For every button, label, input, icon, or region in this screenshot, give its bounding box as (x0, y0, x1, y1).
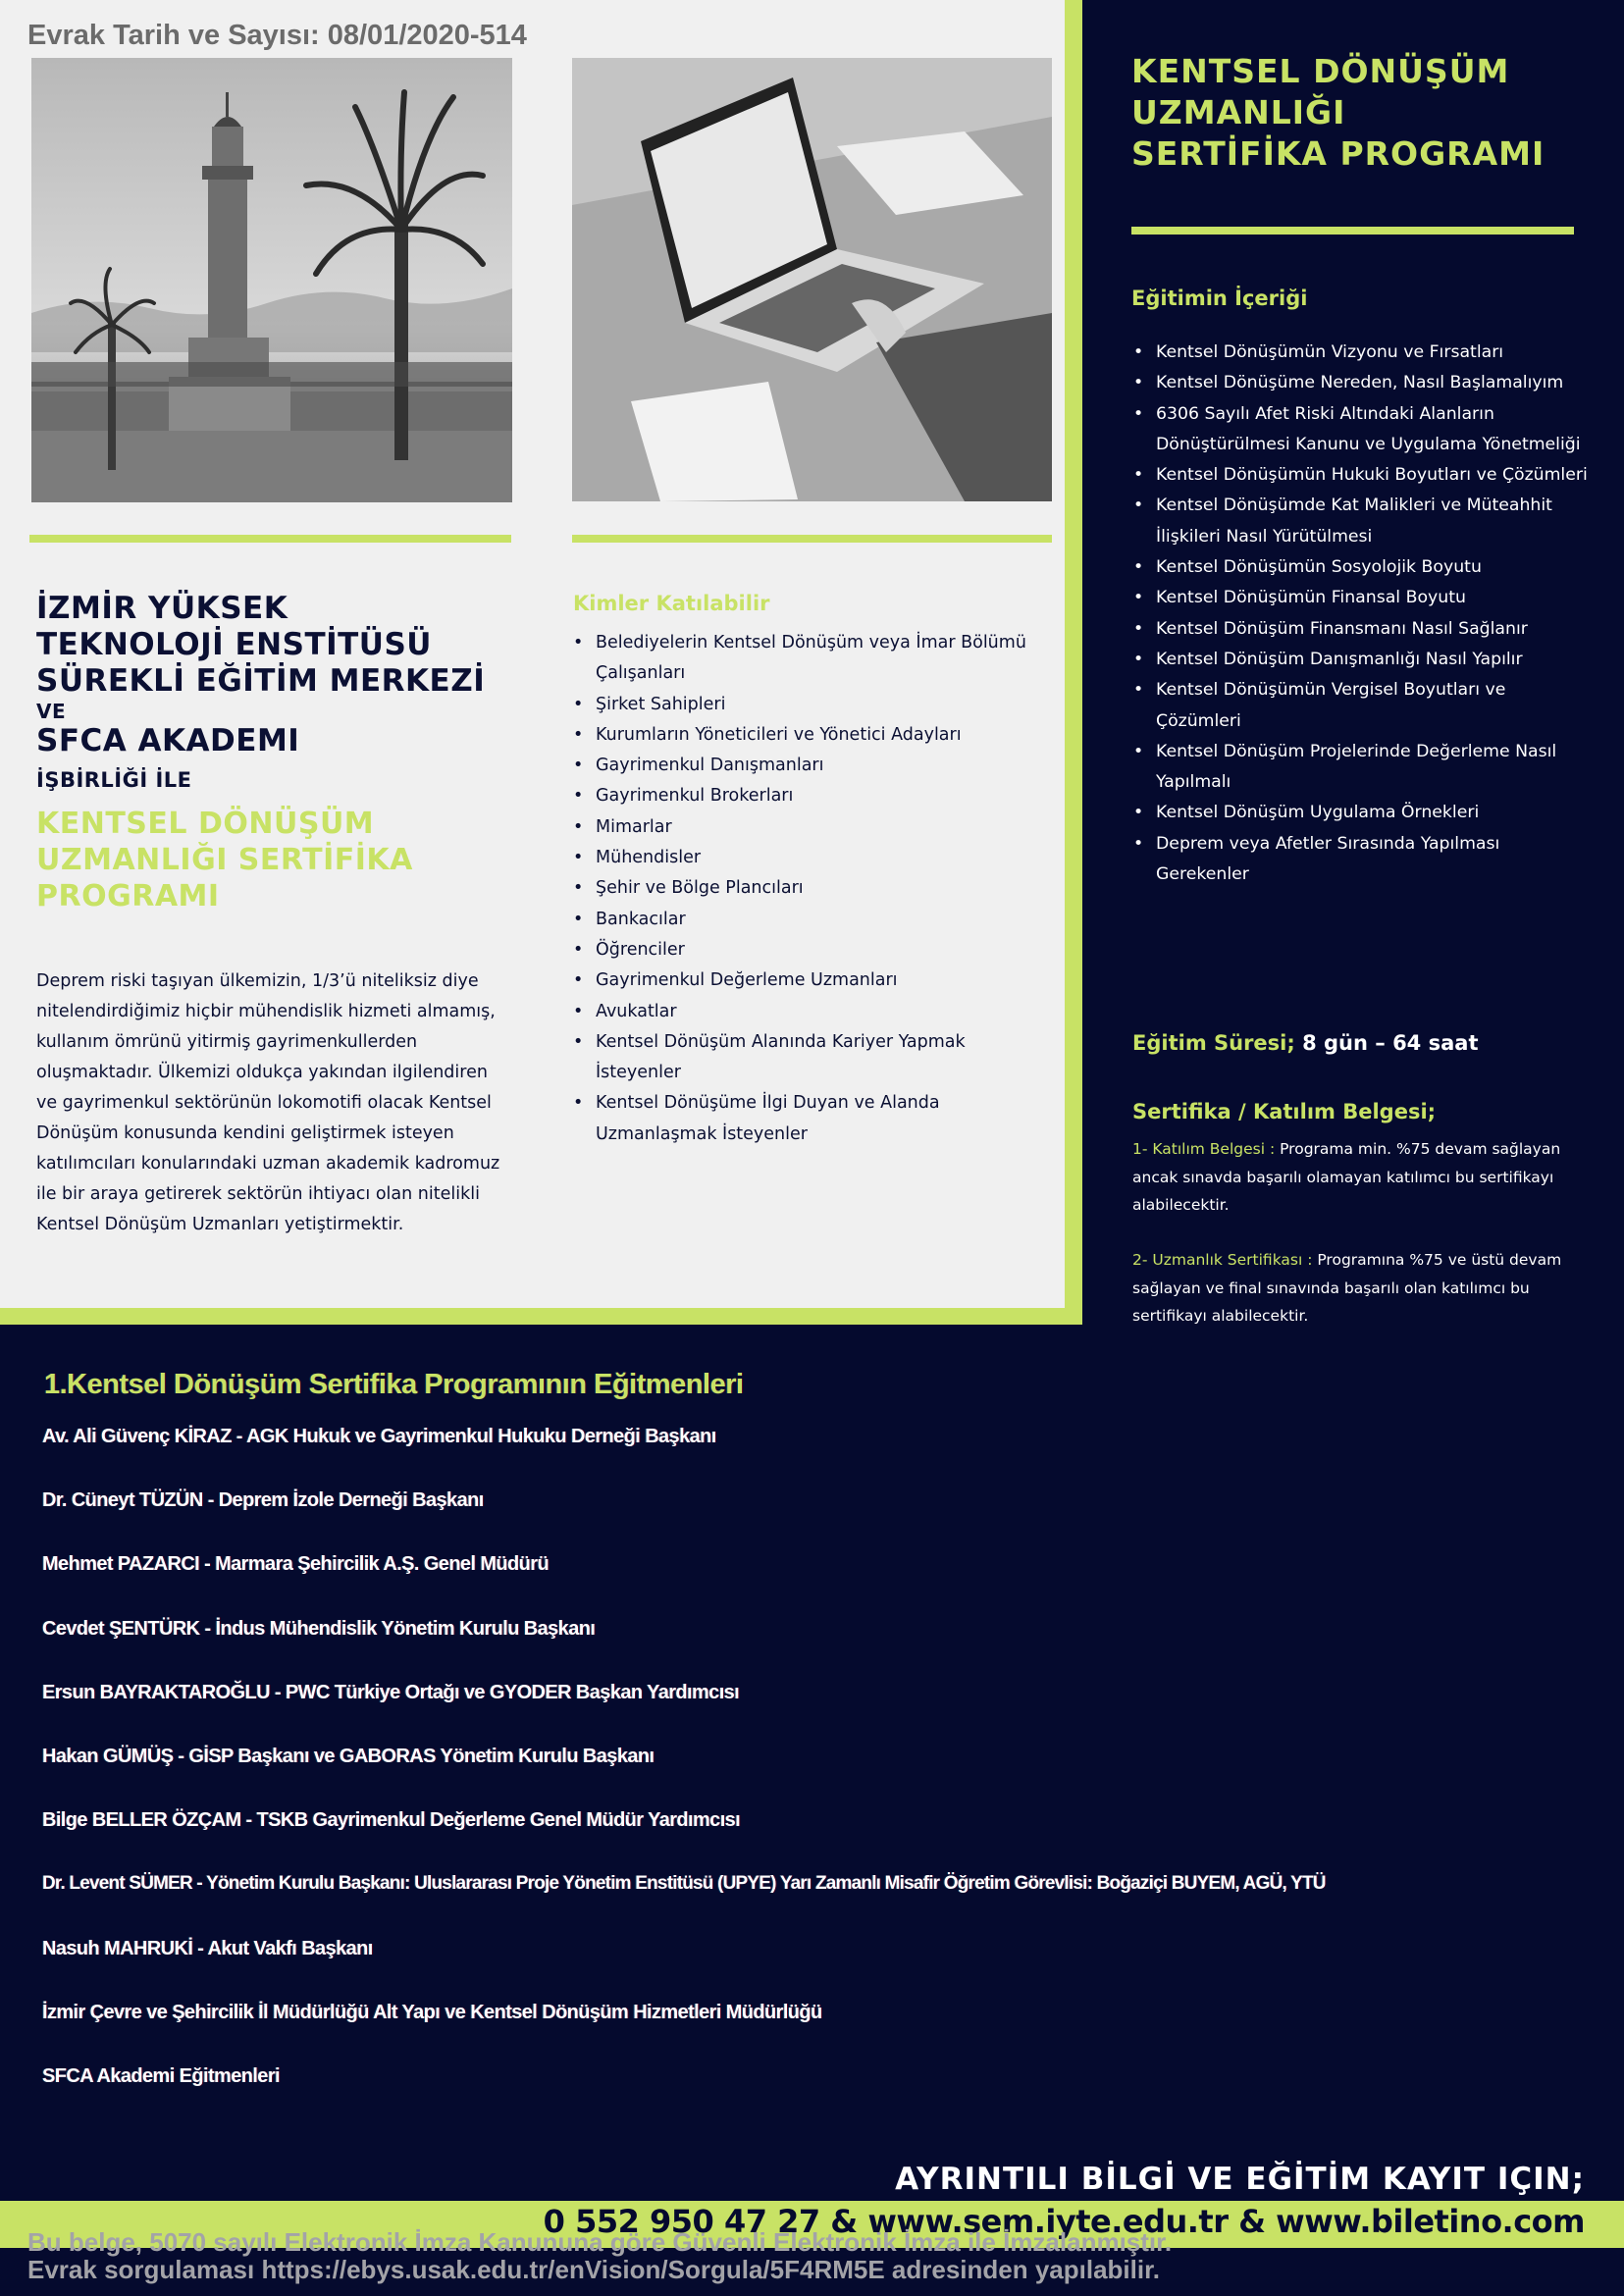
certificate-heading: Sertifika / Katılım Belgesi; (1132, 1100, 1437, 1123)
certificate-expertise (1132, 1246, 1594, 1331)
list-item: • 6306 Sayılı Afet Riski Altındaki Alanların Dönüştürülmesi Kanunu ve Uygulama Yönetmeliği (1133, 399, 1595, 461)
trainer-item: Ersun BAYRAKTAROĞLU - PWC Türkiye Ortağı ve GYODER Başkan Yardımcısı (42, 1681, 740, 1703)
divider-middle (572, 535, 1052, 543)
list-item: • Gayrimenkul Danışmanları (573, 751, 1054, 781)
list-item: • Öğrenciler (573, 935, 1054, 965)
program-title (36, 806, 547, 914)
contact-heading: AYRINTILI BİLGİ VE EĞİTİM KAYIT IÇIN; (895, 2162, 1585, 2197)
collaboration-label: İŞBİRLİĞİ İLE (36, 768, 192, 792)
curriculum-list (1133, 338, 1595, 890)
accent-border-bottom (0, 1308, 1082, 1325)
list-item: • Gayrimenkul Değerleme Uzmanları (573, 965, 1054, 996)
certificate-expertise-label: 2- Uzmanlık Sertifikası : (1132, 1251, 1318, 1269)
sidebar-title-line: SERTİFİKA PROGRAMI (1131, 134, 1545, 173)
document-verification-link[interactable]: Evrak sorgulaması https://ebys.usak.edu.tr/enVision/Sorgula/5F4RM5E adresinden yapılabilir. (27, 2255, 1161, 2284)
trainers-heading: 1.Kentsel Dönüşüm Sertifika Programının Eğitmenleri (44, 1369, 744, 1400)
list-item: • Belediyelerin Kentsel Dönüşüm veya İmar Bölümü Çalışanları (573, 628, 1054, 690)
clock-tower-photo (31, 58, 512, 502)
duration-value: 8 gün – 64 saat (1294, 1031, 1479, 1055)
list-item: • Bankacılar (573, 905, 1054, 935)
list-item: • Kentsel Dönüşüm Uygulama Örnekleri (1133, 798, 1595, 828)
organizer-block (36, 591, 547, 914)
program-title-line: UZMANLIĞI SERTİFİKA (36, 843, 413, 877)
laptop-workspace-photo (572, 58, 1052, 501)
trainer-item: Av. Ali Güvenç KİRAZ - AGK Hukuk ve Gayrimenkul Hukuku Derneği Başkanı (42, 1426, 716, 1447)
list-item: • Gayrimenkul Brokerları (573, 781, 1054, 811)
list-item: • Kentsel Dönüşümün Hukuki Boyutları ve Çözümleri (1133, 460, 1595, 491)
list-item: • Kentsel Dönüşümün Vizyonu ve Fırsatları (1133, 338, 1595, 368)
intro-paragraph: Deprem riski taşıyan ülkemizin, 1/3’ü niteliksiz diye nitelendirdiğimiz hiçbir mühendislik hizmeti almamış, kullanım ömrünü yitirmiş gayrimenkullerden oluşmaktadır. Ülkemizi oldukça yakından ilgilendiren ve gayrimenkul sektörünün lokomotifi olacak Kentsel Dönüşüm konusunda kendini geliştirmek isteyen katılımcıları konularındaki uzman akademik kadromuz ile bir araya getirerek sektörün ihtiyacı olan nitelikli Kentsel Dönüşüm Uzmanları yetiştirmektir. (36, 971, 500, 1234)
list-item: • Kentsel Dönüşüme Nereden, Nasıl Başlamalıyım (1133, 368, 1595, 398)
list-item: • Deprem veya Afetler Sırasında Yapılması Gerekenler (1133, 829, 1595, 891)
sidebar-title-line: UZMANLIĞI (1131, 93, 1346, 131)
list-item: • Şirket Sahipleri (573, 690, 1054, 720)
duration-line (1132, 1031, 1478, 1055)
divider-right (1131, 227, 1574, 235)
list-item: • Kurumların Yöneticileri ve Yönetici Adayları (573, 720, 1054, 751)
trainer-item: SFCA Akademi Eğitmenleri (42, 2064, 280, 2087)
list-item: • Kentsel Dönüşümün Vergisel Boyutları ve Çözümleri (1133, 675, 1595, 737)
list-item: • Mimarlar (573, 812, 1054, 843)
list-item: • Kentsel Dönüşüme İlgi Duyan ve Alanda Uzmanlaşmak İsteyenler (573, 1088, 1054, 1150)
divider-left (29, 535, 511, 543)
accent-border-right (1065, 0, 1082, 1325)
trainer-item: Hakan GÜMÜŞ - GİSP Başkanı ve GABORAS Yönetim Kurulu Başkanı (42, 1745, 655, 1767)
trainers-list (42, 1426, 1612, 2129)
trainer-item: Nasuh MAHRUKİ - Akut Vakfı Başkanı (42, 1937, 373, 1959)
document-reference-header: Evrak Tarih ve Sayısı: 08/01/2020-514 (27, 20, 527, 51)
sidebar-title-line: KENTSEL DÖNÜŞÜM (1131, 52, 1510, 90)
org-name-line: TEKNOLOJİ ENSTİTÜSÜ (36, 627, 432, 662)
trainer-item: Cevdet ŞENTÜRK - İndus Mühendislik Yönetim Kurulu Başkanı (42, 1617, 596, 1640)
org-conjunction: VE (36, 700, 67, 723)
trainer-item: Dr. Cüneyt TÜZÜN - Deprem İzole Derneği Başkanı (42, 1489, 484, 1512)
trainer-item: Dr. Levent SÜMER - Yönetim Kurulu Başkanı: Uluslararası Proje Yönetim Enstitüsü (UPYE) Yarı Zamanlı Misafir Öğretim Görevlisi: Boğaziçi BUYEM, AGÜ, YTÜ (42, 1873, 1326, 1895)
audience-list (573, 628, 1054, 1150)
e-signature-notice: Bu belge, 5070 sayılı Elektronik İmza Kanununa göre Güvenli Elektronik İmza ile İmzalanmıştır. (27, 2227, 1173, 2257)
org-name-line: İZMİR YÜKSEK (36, 591, 288, 626)
list-item: • Kentsel Dönüşüm Alanında Kariyer Yapmak İsteyenler (573, 1027, 1054, 1089)
trainer-item: Mehmet PAZARCI - Marmara Şehircilik A.Ş. Genel Müdürü (42, 1553, 550, 1576)
list-item: • Avukatlar (573, 997, 1054, 1027)
contact-details[interactable]: 0 552 950 47 27 & www.sem.iyte.edu.tr & www.biletino.com (543, 2203, 1585, 2240)
trainer-item: Bilge BELLER ÖZÇAM - TSKB Gayrimenkul Değerleme Genel Müdür Yardımcısı (42, 1809, 741, 1832)
program-title-line: PROGRAMI (36, 879, 220, 913)
curriculum-heading: Eğitimin İçeriği (1131, 287, 1308, 310)
list-item: • Şehir ve Bölge Plancıları (573, 873, 1054, 904)
sidebar-title (1131, 51, 1593, 175)
certificate-participation-label: 1- Katılım Belgesi : (1132, 1140, 1281, 1158)
audience-heading: Kimler Katılabilir (573, 592, 770, 615)
program-title-line: KENTSEL DÖNÜŞÜM (36, 807, 375, 841)
certificate-expertise-text: Programına %75 ve üstü devam sağlayan ve final sınavında başarılı olan katılımcı bu sertifikayı alabilecektir. (1132, 1251, 1562, 1325)
list-item: • Mühendisler (573, 843, 1054, 873)
certificate-participation (1132, 1135, 1594, 1220)
partner-name: SFCA AKADEMI (36, 723, 300, 758)
list-item: • Kentsel Dönüşüm Danışmanlığı Nasıl Yapılır (1133, 645, 1595, 675)
list-item: • Kentsel Dönüşüm Finansmanı Nasıl Sağlanır (1133, 614, 1595, 645)
trainer-item: İzmir Çevre ve Şehircilik İl Müdürlüğü Alt Yapı ve Kentsel Dönüşüm Hizmetleri Müdürlüğü (42, 2001, 822, 2023)
list-item: • Kentsel Dönüşümde Kat Malikleri ve Müteahhit İlişkileri Nasıl Yürütülmesi (1133, 491, 1595, 552)
list-item: • Kentsel Dönüşümün Finansal Boyutu (1133, 583, 1595, 613)
list-item: • Kentsel Dönüşümün Sosyolojik Boyutu (1133, 552, 1595, 583)
list-item: • Kentsel Dönüşüm Projelerinde Değerleme Nasıl Yapılmalı (1133, 737, 1595, 799)
duration-label: Eğitim Süresi; (1132, 1031, 1295, 1055)
org-name-line: SÜREKLİ EĞİTİM MERKEZİ (36, 663, 486, 699)
certificate-participation-text: Programa min. %75 devam sağlayan ancak sınavda başarılı olamayan katılımcı bu sertifikayı alabilecektir. (1132, 1140, 1561, 1214)
